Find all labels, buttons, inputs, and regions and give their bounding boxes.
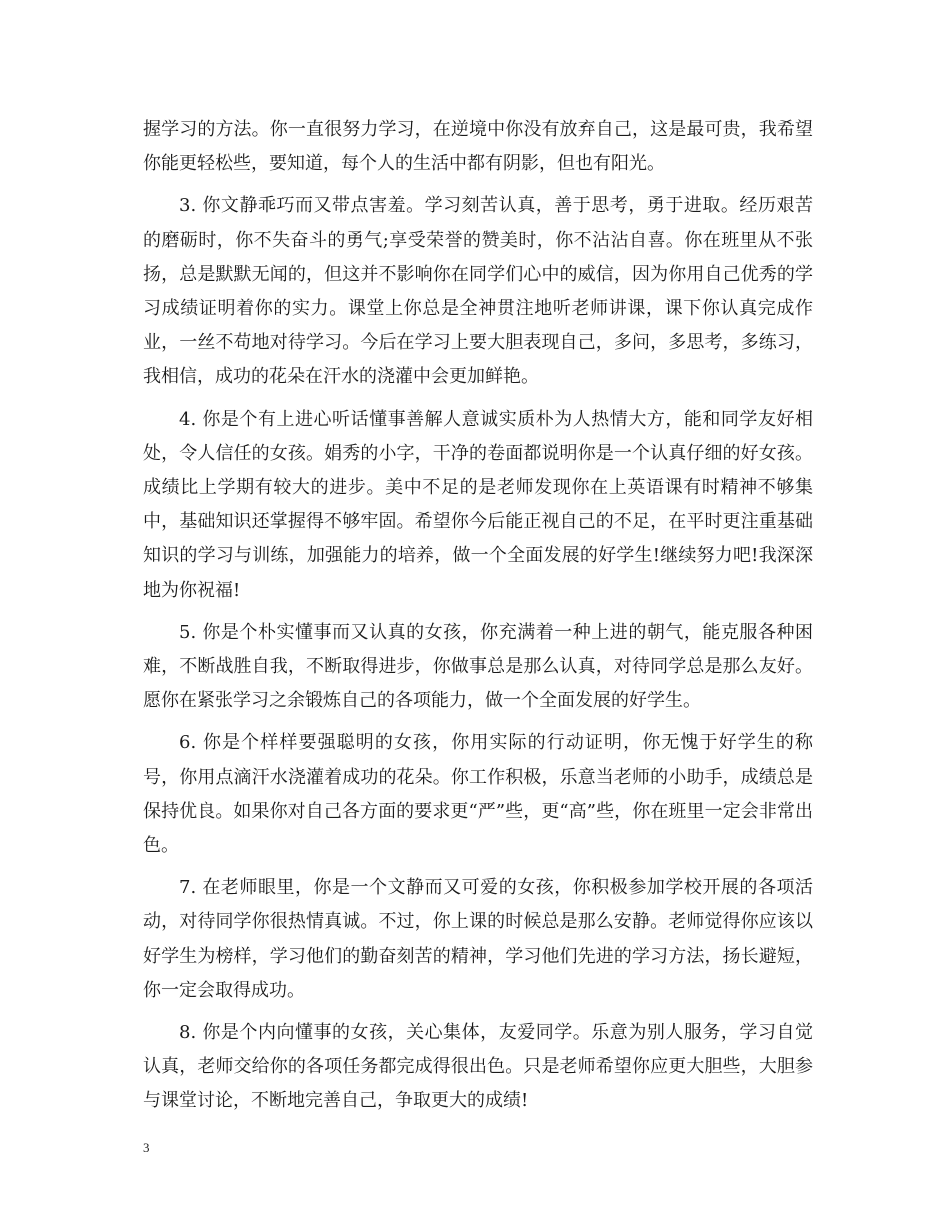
paragraph-comment-3: 3. 你文静乖巧而又带点害羞。学习刻苦认真，善于思考，勇于进取。经历艰苦的磨砺时，你不失奋斗的勇气;享受荣誉的赞美时，你不沾沾自喜。你在班里从不张扬，总是默默无闻的，但这并不影响你在同学们心中的威信，因为你用自己优秀的学习成绩证明着你的实力。课堂上你总是全神贯注地听老师讲课，课下你认真完成作业，一丝不苟地对待学习。今后在学习上要大胆表现自己，多问，多思考，多练习，我相信，成功的花朵在汗水的浇灌中会更加鲜艳。 <box>143 195 813 388</box>
paragraph-comment-4: 4. 你是个有上进心听话懂事善解人意诚实质朴为人热情大方，能和同学友好相处，令人信任的女孩。娟秀的小字，干净的卷面都说明你是一个认真仔细的好女孩。成绩比上学期有较大的进步。美中不足的是老师发现你在上英语课有时精神不够集中，基础知识还掌握得不够牢固。希望你今后能正视自己的不足，在平时更注重基础知识的学习与训练，加强能力的培养，做一个全面发展的好学生!继续努力吧!我深深地为你祝福! <box>143 408 813 601</box>
paragraph-comment-6: 6. 你是个样样要强聪明的女孩，你用实际的行动证明，你无愧于好学生的称号，你用点滴汗水浇灌着成功的花朵。你工作积极，乐意当老师的小助手，成绩总是保持优良。如果你对自己各方面的要求更“严”些，更“高”些，你在班里一定会非常出色。 <box>143 732 813 857</box>
paragraph-comment-8: 8. 你是个内向懂事的女孩，关心集体，友爱同学。乐意为别人服务，学习自觉认真，老师交给你的各项任务都完成得很出色。只是老师希望你应更大胆些，大胆参与课堂讨论，不断地完善自己，争取更大的成绩! <box>143 1022 813 1112</box>
document-body <box>143 113 813 1127</box>
paragraph-comment-7: 7. 在老师眼里，你是一个文静而又可爱的女孩，你积极参加学校开展的各项活动，对待同学你很热情真诚。不过，你上课的时候总是那么安静。老师觉得你应该以好学生为榜样，学习他们的勤奋刻苦的精神，学习他们先进的学习方法，扬长避短，你一定会取得成功。 <box>143 877 813 1001</box>
paragraph-comment-5: 5. 你是个朴实懂事而又认真的女孩，你充满着一种上进的朝气，能克服各种困难，不断战胜自我，不断取得进步，你做事总是那么认真，对待同学总是那么友好。愿你在紧张学习之余锻炼自己的各项能力，做一个全面发展的好学生。 <box>143 621 813 712</box>
page-number: 3 <box>143 1140 150 1155</box>
paragraph-continuation: 握学习的方法。你一直很努力学习，在逆境中你没有放弃自己，这是最可贵，我希望你能更轻松些，要知道，每个人的生活中都有阴影，但也有阳光。 <box>143 119 813 175</box>
